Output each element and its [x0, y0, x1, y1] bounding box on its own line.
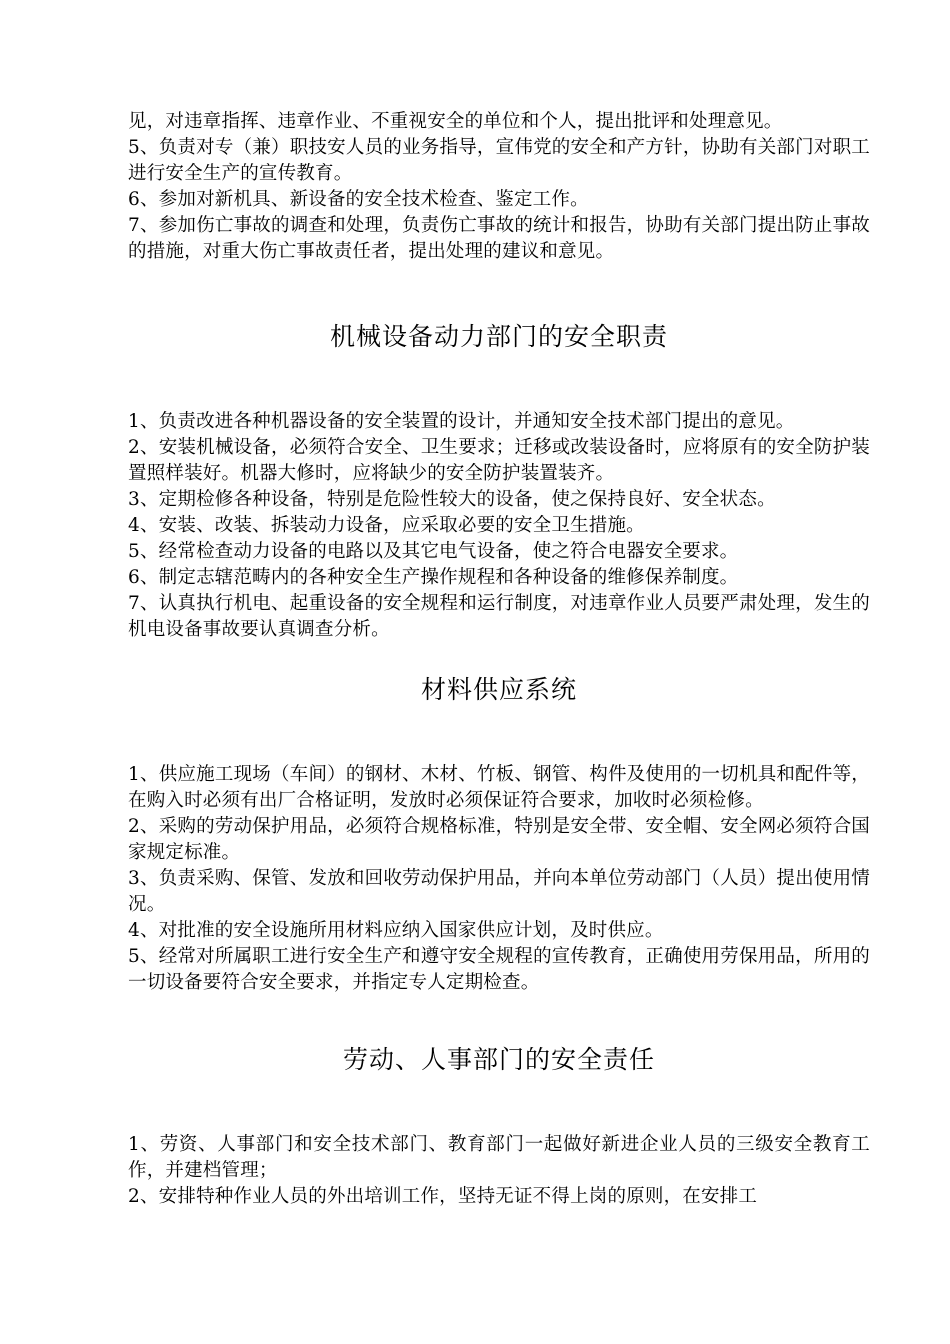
document-page: [128, 109, 870, 1210]
intro-section: [128, 109, 870, 265]
spacer: [128, 643, 870, 670]
section-title-materials: 材料供应系统: [420, 675, 577, 704]
machinery-paragraph-5: 5、经常检查动力设备的电路以及其它电气设备，使之符合电器安全要求。: [128, 541, 739, 562]
materials-paragraph-4: 4、对批准的安全设施所用材料应纳入国家供应计划，及时供应。: [128, 920, 664, 941]
intro-paragraph-1: 见，对违章指挥、违章作业、不重视安全的单位和个人，提出批评和处理意见。: [128, 111, 783, 132]
materials-section: [128, 762, 870, 996]
section-title-machinery: 机械设备动力部门的安全职责: [329, 322, 668, 351]
spacer: [128, 710, 870, 762]
hr-paragraph-1: 1、劳资、人事部门和安全技术部门、教育部门一起做好新进企业人员的三级安全教育工作，并建档管理；: [128, 1134, 870, 1181]
machinery-section: [128, 409, 870, 643]
machinery-paragraph-4: 4、安装、改装、拆装动力设备，应采取必要的安全卫生措施。: [128, 515, 645, 536]
hr-paragraph-2: 2、安排特种作业人员的外出培训工作，坚持无证不得上岗的原则，在安排工: [128, 1186, 758, 1207]
hr-section: [128, 1132, 870, 1210]
machinery-paragraph-3: 3、定期检修各种设备，特别是危险性较大的设备，使之保持良好、安全状态。: [128, 489, 776, 510]
spacer: [128, 265, 870, 317]
intro-paragraph-2: 5、负责对专（兼）职技安人员的业务指导，宣伟党的安全和产方针，协助有关部门对职工进行安全生产的宣传教育。: [128, 137, 870, 184]
spacer: [128, 996, 870, 1040]
machinery-paragraph-7: 7、认真执行机电、起重设备的安全规程和运行制度，对违章作业人员要严肃处理，发生的机电设备事故要认真调查分析。: [128, 593, 870, 640]
intro-paragraph-4: 7、参加伤亡事故的调查和处理，负责伤亡事故的统计和报告，协助有关部门提出防止事故的措施，对重大伤亡事故责任者，提出处理的建议和意见。: [128, 215, 870, 262]
machinery-paragraph-6: 6、制定志辖范畴内的各种安全生产操作规程和各种设备的维修保养制度。: [128, 567, 739, 588]
section-title-hr: 劳动、人事部门的安全责任: [342, 1045, 655, 1074]
materials-paragraph-2: 2、采购的劳动保护用品，必须符合规格标准，特别是安全带、安全帽、安全网必须符合国家规定标准。: [128, 816, 870, 863]
spacer: [128, 1080, 870, 1132]
machinery-paragraph-1: 1、负责改进各种机器设备的安全装置的设计，并通知安全技术部门提出的意见。: [128, 411, 795, 432]
materials-paragraph-3: 3、负责采购、保管、发放和回收劳动保护用品，并向本单位劳动部门（人员）提出使用情况。: [128, 868, 870, 915]
machinery-paragraph-2: 2、安装机械设备，必须符合安全、卫生要求；迁移或改装设备时，应将原有的安全防护装置照样装好。机器大修时，应将缺少的安全防护装置装齐。: [128, 437, 870, 484]
materials-paragraph-5: 5、经常对所属职工进行安全生产和遵守安全规程的宣传教育，正确使用劳保用品，所用的一切设备要符合安全要求，并指定专人定期检查。: [128, 946, 870, 993]
materials-paragraph-1: 1、供应施工现场（车间）的钢材、木材、竹板、钢管、构件及使用的一切机具和配件等，在购入时必须有出厂合格证明，发放时必须保证符合要求，加收时必须检修。: [128, 764, 870, 811]
intro-paragraph-3: 6、参加对新机具、新设备的安全技术检查、鉴定工作。: [128, 189, 589, 210]
spacer: [128, 357, 870, 409]
